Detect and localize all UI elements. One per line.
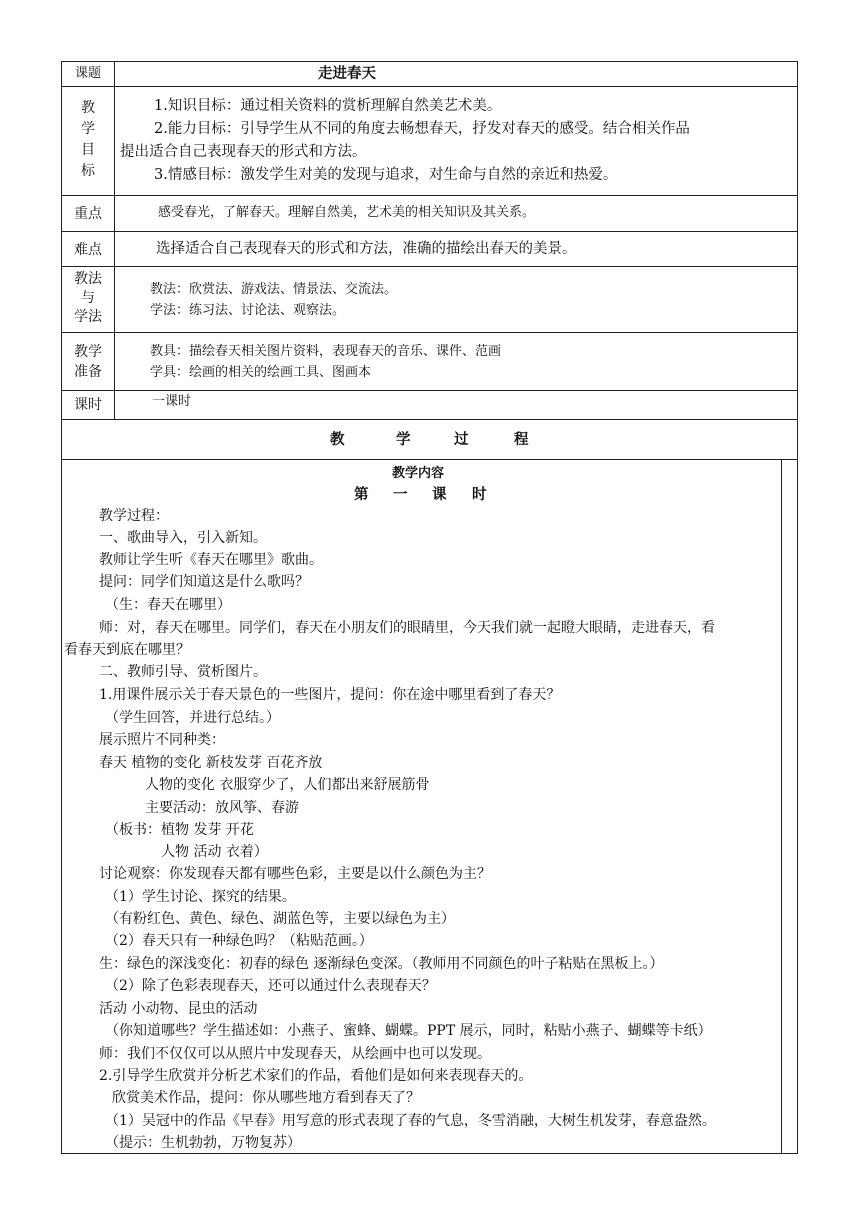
lesson-line: 师：对，春天在哪里。同学们，春天在小朋友们的眼睛里，今天我们就一起瞪大眼睛，走进春天，看	[99, 620, 715, 636]
periods-text: 一课时	[152, 394, 192, 409]
preparation-label-line: 教学	[74, 344, 102, 360]
content-heading: 教学内容	[392, 466, 445, 481]
row-line-8	[61, 459, 798, 460]
lesson-line: 活动 小动物、昆虫的活动	[99, 1001, 258, 1017]
lesson-line: （1）学生讨论、探究的结果。	[105, 889, 296, 905]
methods-label	[61, 270, 115, 327]
lesson-line: 人物的变化 衣服穿少了，人们都出来舒展筋骨	[145, 777, 430, 793]
objectives-label-char: 标	[81, 163, 95, 179]
lesson-line: 教学过程：	[99, 508, 169, 524]
lesson-line: 二、教师引导、赏析图片。	[99, 664, 267, 680]
objective-emotion: 3.情感目标：激发学生对美的发现与追求，对生命与自然的亲近和热爱。	[154, 167, 618, 183]
row-line-5	[61, 332, 798, 333]
lesson-line: 提问：同学们知道这是什么歌吗？	[99, 574, 309, 590]
lesson-line: （有粉红色、黄色、绿色、湖蓝色等，主要以绿色为主）	[105, 911, 455, 927]
row-line-1	[61, 86, 798, 87]
teaching-methods: 教法：欣赏法、游戏法、情景法、交流法。	[150, 282, 398, 297]
lesson-line: 看春天到底在哪里？	[64, 642, 190, 658]
row-line-4	[61, 266, 798, 267]
lesson-line: 教师让学生听《春天在哪里》歌曲。	[99, 552, 323, 568]
objective-ability: 2.能力目标：引导学生从不同的角度去畅想春天，抒发对春天的感受。结合相关作品	[154, 121, 690, 137]
lesson-line: （提示：生机勃勃，万物复苏）	[105, 1135, 301, 1151]
process-title-char: 教	[330, 431, 345, 448]
objective-knowledge: 1.知识目标：通过相关资料的赏析理解自然美艺术美。	[154, 98, 502, 114]
objectives-label-char: 学	[81, 121, 95, 137]
row-line-6	[61, 390, 798, 391]
lesson-line: 展示照片不同种类：	[99, 732, 225, 748]
key-points-text: 感受春光，了解春天。理解自然美，艺术美的相关知识及其关系。	[158, 205, 536, 220]
lesson-line: 春天 植物的变化 新枝发芽 百花齐放	[99, 755, 323, 771]
methods-label-line: 学法	[74, 309, 102, 325]
lesson-line: （1）吴冠中的作品《早春》用写意的形式表现了春的气息，冬雪消融，大树生机发芽，春意盎然。	[105, 1113, 716, 1129]
methods-label-line: 与	[81, 290, 95, 306]
lesson-line: 师：我们不仅仅可以从照片中发现春天，从绘画中也可以发现。	[99, 1046, 491, 1062]
objectives-label	[61, 98, 115, 182]
period-title-char: 时	[472, 486, 487, 503]
row-line-2	[61, 195, 798, 196]
preparation-label-line: 准备	[74, 364, 102, 380]
key-points-label: 重点	[74, 206, 102, 222]
periods-label: 课时	[74, 397, 102, 413]
lesson-line: 主要活动：放风筝、春游	[145, 800, 299, 816]
period-title-char: 课	[432, 486, 447, 503]
row-line-3	[61, 231, 798, 232]
lesson-line: （2）春天只有一种绿色吗？（粘贴范画。）	[105, 933, 373, 949]
objectives-label-char: 目	[81, 142, 95, 158]
objectives-label-char: 教	[81, 100, 95, 116]
lesson-line: 人物 活动 衣着）	[161, 844, 268, 860]
period-title-char: 一	[393, 486, 408, 503]
lesson-line: 讨论观察：你发现春天都有哪些色彩，主要是以什么颜色为主？	[99, 866, 491, 882]
lesson-line: 1.用课件展示关于春天景色的一些图片，提问：你在途中哪里看到了春天？	[99, 687, 561, 703]
lesson-line: 欣赏美术作品，提问：你从哪些地方看到春天了？	[112, 1090, 420, 1106]
lesson-line: （2）除了色彩表现春天，还可以通过什么表现春天？	[105, 978, 436, 994]
methods-label-line: 教法	[74, 271, 102, 287]
lesson-line: （你知道哪些？学生描述如：小燕子、蜜蜂、蝴蝶。PPT 展示，同时，粘贴小燕子、蝴蝶等卡纸）	[105, 1023, 712, 1039]
preparation-label	[61, 342, 115, 382]
lesson-line: （板书：植物 发芽 开花	[105, 822, 254, 838]
row-line-7	[61, 419, 798, 420]
learning-aids: 学具：绘画的相关的绘画工具、图画本	[150, 365, 372, 380]
process-title-char: 程	[514, 431, 529, 448]
row-line-top	[61, 61, 798, 62]
lesson-line: （生：春天在哪里）	[105, 597, 231, 613]
lesson-line: 一、歌曲导入，引入新知。	[99, 530, 267, 546]
lesson-line: （学生回答，并进行总结。）	[105, 710, 280, 726]
teaching-aids: 教具：描绘春天相关图片资料，表现春天的音乐、课件、范画	[150, 344, 502, 359]
process-title-char: 学	[396, 431, 411, 448]
table-border-left	[61, 61, 62, 1154]
learning-methods: 学法：练习法、讨论法、观察法。	[150, 303, 346, 318]
topic-title: 走进春天	[318, 65, 376, 82]
content-inner-right-border	[781, 459, 782, 1154]
difficulties-label: 难点	[74, 242, 102, 258]
objective-ability-cont: 提出适合自己表现春天的形式和方法。	[120, 144, 367, 160]
lesson-line: 2.引导学生欣赏并分析艺术家们的作品，看他们是如何来表现春天的。	[99, 1068, 533, 1084]
process-title-char: 过	[454, 431, 469, 448]
period-title-char: 第	[354, 486, 369, 503]
lesson-line: 生：绿色的深浅变化：初春的绿色 逐渐绿色变深。（教师用不同颜色的叶子粘贴在黑板上。）	[99, 956, 664, 972]
topic-label: 课题	[74, 66, 101, 81]
table-border-right	[797, 61, 798, 1154]
difficulties-text: 选择适合自己表现春天的形式和方法，准确的描绘出春天的美景。	[156, 241, 577, 257]
